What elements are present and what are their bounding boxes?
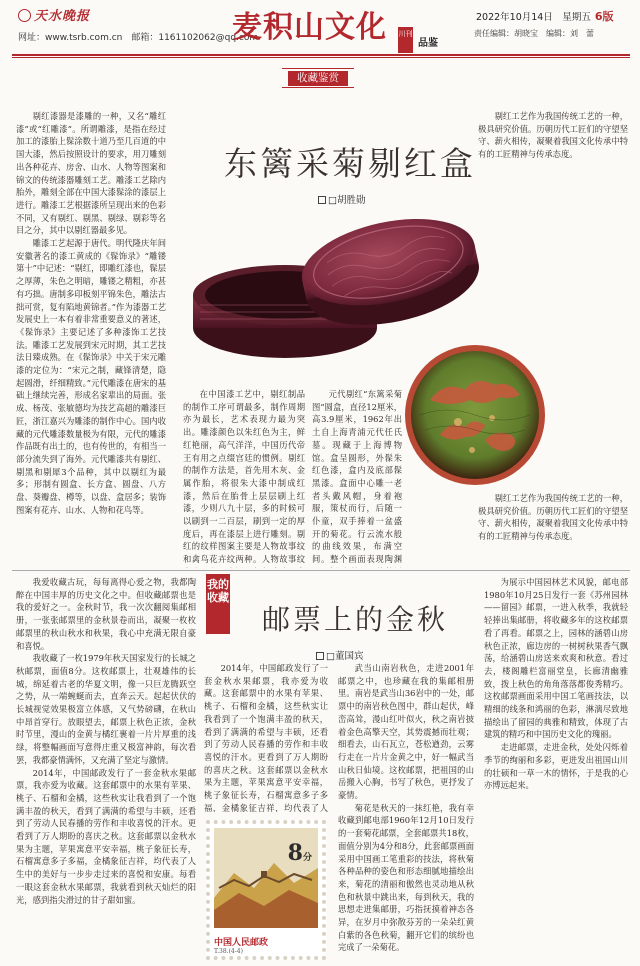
- article2-title: 邮票上的金秋: [262, 603, 449, 636]
- article1-column-3: [312, 388, 402, 568]
- column-tag: 收藏鉴赏: [282, 68, 354, 88]
- article2-byline: □董国宾: [316, 648, 363, 662]
- byline-box-icon: [316, 652, 324, 660]
- section-title: 麦积山文化: [232, 10, 387, 45]
- article2-paragraph: 为展示中国园林艺术风貌，邮电部1980年10月25日发行一套《苏州园林——留园》邮票，一进入秋季，我就轻轻捧出集邮册，将收藏多年的这枚邮票看了再看。邮票之上，园林的涵碧山房秋色正浓，廊边房的一树树秋果香气飘荡，给涵碧山房送来欢爽和秋意。看过去，楼阁雕栏富丽堂皇，长廊清幽雅致，拨上秋色的角角落落都俊秀精巧。这枚邮票画面采用中国工笔画技法，以精细的线条和鸿丽的色彩，淋漓尽致地描绘出了留园的典雅和精致，体现了古建筑的精巧和中国历史文化的瑰丽。: [484, 577, 628, 740]
- article1-column-1: [16, 110, 166, 568]
- article1-byline: □胡胜勋: [318, 192, 365, 206]
- article1-paragraph: 雕漆工艺起源于唐代。明代隆庆年间安徽著名的漆工黄成的《髹饰录》“雕镂第十”中记述：“剔红，即雕红漆也，髹层之厚薄，朱色之明暗，雕镂之精粗，亦甚有巧拙。唐制多印板刻平锦朱色，雕法古拙可赏，复有陷地黄锦者。”作为漆器工艺发展史上一本有着非常重要意义的著述，《髹饰录》主要记述了多种漆饰工艺技法。雕漆工艺发展到宋元时期，其工艺技法日臻成熟。在《髹饰录》中关于宋元雕漆的定位为：“宋元之制，藏锋清楚，隐起圆滑，纤细精致。”元代雕漆在唐宋的基础上继续完善，形成名家辈出的局面。张成、杨茂、张敏德均为技艺高超的雕漆巨匠，浙江嘉兴为雕漆的制作中心。国内收藏的元代雕漆数量极为有限，元代的雕漆作品既有出土的，也有传世的，有相当一部分流失到了海外。元代雕漆共有剔红、剔黑和剔犀3个品种，其中以剔红为最多；形制有圆盒、长方盒、圆盘、八方盘、葵瓣盘、樽等，以盘、盒居多；装饰图案有花卉、山水、人物和花鸟等。: [16, 238, 166, 515]
- article1-closing: [478, 492, 628, 568]
- article2-paragraph: 走进邮票，走进金秋，处处闪烁着季节的绚丽和多彩，更进发出祖国山川的壮硕和一草一木的情怀，于是我的心亦博远起来。: [484, 742, 628, 791]
- article2-column-4: [484, 576, 628, 960]
- section-subtitle: 品鉴: [418, 38, 438, 49]
- newspaper-logo: 天水晚报: [18, 5, 90, 24]
- article1-title: 东篱采菊剔红盒: [224, 144, 476, 183]
- section-mark: 川刊: [398, 27, 413, 53]
- article1-paragraph: 元代剔红“东篱采菊图”圆盒，直径12厘米，高3.9厘米，1962年出土自上海青浦元代任氏墓。现藏于上海博物馆。盒呈圆形，外髹朱红色漆，盒内及底部髹黑漆。盒面中心雕一老者头戴风帽，身着袍服，策杖而行，后随一仆童，双手捧着一盆盛开的菊花。行云流水般的曲线效果，布满空间。整个画面表现陶渊: [312, 389, 402, 565]
- article1-paragraph: 在中国漆工艺中，剔红制品的制作工序可谓最多，制作周期亦为最长，艺术表现力最为突出。雕漆颜色以朱红色为主，鲜红艳丽，高气洋洋，中国历代帝王有用之点缀宫廷的惯例。剔红的制作方法是，首先用木灰、金属作胎，将很朱大漆中制成红漆，然后在胎骨上层层刷上红漆，少则八九十层，多的时候可以刷到一二百层，刷到一定的厚度后，再在漆层上进行雕刻。剔红的纹样图案主要是人物故事纹和禽鸟花卉纹两种。人物故事纹: [183, 389, 305, 565]
- article2-paragraph: 2014年，中国邮政发行了一套金秋水果邮票，我亦爱为收藏。这套邮票中的水果有苹果、桃子、石榴和金橘，这些秋实让我看到了一个饱满丰盈的秋天，看到了满满的希望与丰硕，还看到了劳动人民春播的劳作和丰收喜悦的汗水。更看到了万人期盼的喜庆之秋。这套邮票以金秋水果为主题，苹果寓意平安幸福，桃子象征长寿，石榴寓意多子多福，金橘象征吉祥，均代表了人: [204, 663, 328, 812]
- article2-paragraph: 武当山南岩秋色，走进2001年邮票之中，也珍藏在我的集邮相册里。南岩是武当山36岩中的一处，邮票中的南岩秋色图中，群山起伏，峰峦高耸，漫山红叶似火，秋之南岩披着金色高擎天空，其势震撼而壮观；细看去，山石瓦立，苍松遒劲，云雾行走在一片片金黄之中，好一幅武当山秋日仙境。这枚邮票，把祖国的山岳搬入心胸，书写了秋色，更抒发了豪情。: [338, 663, 474, 801]
- article1-paragraph: 剔红工艺作为我国传统工艺的一种，极具研究价值。历朝历代工匠们的守望坚守、薪火相传，凝聚着我国文化传承中特有的工匠精神与传承态度。: [478, 111, 628, 160]
- stamp-issuer: 中国人民邮政: [214, 938, 269, 948]
- page-number: 6版: [594, 10, 614, 23]
- editors-line: 责任编辑：胡晓宝 编辑：刘 蕾: [474, 29, 594, 38]
- article-divider: [12, 570, 630, 571]
- article2-paragraph: 菊花是秋天的一抹红艳，我有幸收藏到邮电部1960年12月10日发行的一套菊花邮票，全套邮票共18枚，面值分别为4分和8分，此套邮票画面采用中国画工笔重彩的技法，将秋菊各种品种的姿色和形态细腻地描绘出来，菊花的清丽和傲然也灵动地从秋色和秋景中跳出来，每到秋天，我的思想走进集邮册，巧指抚摸着神态各异，在岁月中弥散芬芳的一朵朵红黄白紫的各色秋菊，翻开它们的缤纷也完成了一朵菊花。: [338, 802, 474, 953]
- article2-column-2: [204, 662, 328, 812]
- issue-date: 2022年10月14日 星期五: [476, 12, 591, 23]
- autumn-stamp: [206, 820, 326, 960]
- article1-column-2: [183, 388, 305, 568]
- article2-paragraph: 我收藏了一枚1979年秋天国家发行的长城之秋邮票，面值8分。这枚邮票上，壮观雄伟的长城，绵延着古老的华夏文明，像一只巨龙腾跃空之势，从一端蜿蜒而去，直奔云天。起起伏伏的长城视觉效果极富立体感，又气势磅礴，在秋山中昂首穿行。放眼望去，邮票上秋色正浓，金秋时节里，漫山的金黄与橘红裹着一片片厚重的浅绿，将整幅画面写意得庄重又极富神韵，每次看罢，我都豪情满怀，又充满了坚定与激情。: [16, 653, 196, 765]
- article2-paragraph: 2014年，中国邮政发行了一套金秋水果邮票，我亦爱为收藏。这套邮票中的水果有苹果、桃子、石榴和金橘，这些秋实让我看到了一个饱满丰盈的秋天，看到了满满的希望与丰硕，还看到了劳动人民春播的劳作和丰收喜悦的汗水。更看到了万人期盼的喜庆之秋。这套邮票以金秋水果为主题，苹果寓意平安幸福，桃子象征长寿，石榴寓意多子多福，金橘象征吉祥，均代表了人生中的美好与一步步走过来的喜悦和安康。每看一眼这套金秋水果邮票，我就看到秋天灿烂的阳光，感到指尖滑过的甘子甜如蜜。: [16, 767, 196, 905]
- logo-mark-icon: [18, 9, 31, 22]
- masthead: [0, 0, 640, 62]
- lacquer-lid-detail-photo: [400, 340, 550, 490]
- article1-paragraph: 剔红漆器是漆雕的一种，又名“雕红漆”或“红雕漆”。所谓雕漆，是指在经过加工的漆胎上髹涂数十道乃至几百道的中国大漆，然后按照设计的要求，用刀雕刻出各种花卉、房舍、山水、人物等图案和锦文的传统漆器雕刻工艺。雕漆工艺除内胎外，雕刻全部在中国大漆髹涂的漆层上进行。雕漆工艺根据漆所呈现出来的色彩不同，又有剔红、剔黑、剔绿、剔彩等名目之分，其中以剔红器最多见。: [16, 111, 166, 236]
- article1-column-4: [478, 110, 628, 340]
- masthead-rule: [12, 54, 630, 56]
- article2-paragraph: 我爱收藏古玩，每每离得心爱之物，我都陶醉在中国丰厚的历史文化之中。但收藏邮票也是我的爱好之一。金秋时节，我一次次翻阅集邮相册，一张张邮票里的金秋景卷而出，凝聚一枚枚邮票里的秋山秋水和秋果，我心中充满无限自豪和喜悦。: [16, 577, 196, 651]
- stamp-value: 8分: [287, 840, 312, 866]
- stamp-code: T.38.(4-4): [214, 948, 243, 955]
- contact-line: 网址：www.tsrb.com.cn 邮箱：1161102062@qq.com: [18, 33, 259, 43]
- dateline: [476, 8, 614, 24]
- article2-column-3: [338, 662, 474, 960]
- masthead-rule-thin: [12, 57, 630, 58]
- article2-column-1: [16, 576, 196, 960]
- my-collection-tag: 我的收藏: [206, 574, 230, 634]
- article1-paragraph: 剔红工艺作为我国传统工艺的一种，极具研究价值。历朝历代工匠们的守望坚守、薪火相传，凝聚着我国文化传承中特有的工匠精神与传承态度。: [478, 493, 628, 542]
